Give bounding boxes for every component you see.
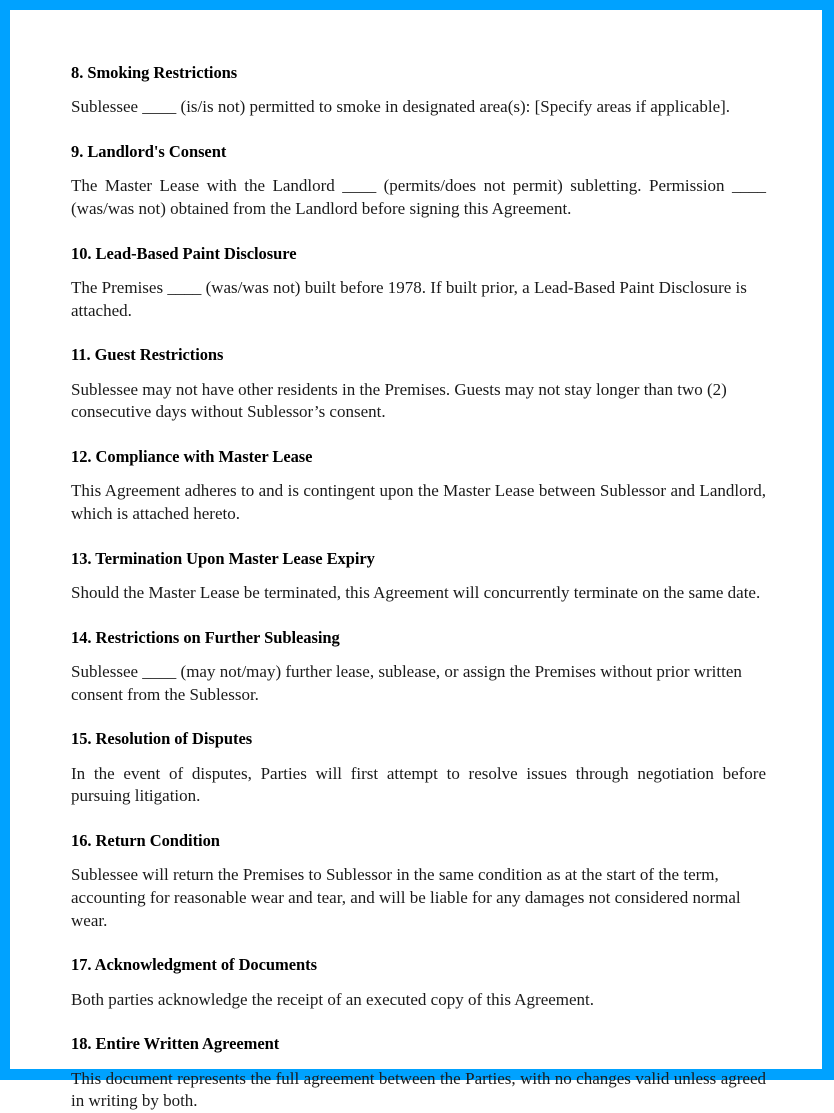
- section-17: [71, 954, 766, 1011]
- section-10: [71, 243, 766, 323]
- section-13: [71, 548, 766, 605]
- section-heading: 15. Resolution of Disputes: [71, 729, 253, 749]
- section-16: [71, 830, 766, 932]
- section-paragraph: Sublessee will return the Premises to Sublessor in the same condition as at the start of the term, accounting for reasonable wear and tear, and will be liable for any damages not considered normal wear.: [71, 865, 741, 930]
- section-heading: 18. Entire Written Agreement: [71, 1034, 280, 1054]
- section-heading: 11. Guest Restrictions: [71, 345, 224, 365]
- section-heading: 10. Lead-Based Paint Disclosure: [71, 243, 297, 263]
- section-heading: 12. Compliance with Master Lease: [71, 447, 313, 467]
- section-paragraph: Should the Master Lease be terminated, this Agreement will concurrently terminate on the same date.: [71, 583, 761, 603]
- section-heading: 14. Restrictions on Further Subleasing: [71, 627, 340, 647]
- section-12: [71, 446, 766, 526]
- section-paragraph: In the event of disputes, Parties will first attempt to resolve issues through negotiation before pursuing litigation.: [71, 763, 766, 806]
- section-paragraph: Sublessee ____ (may not/may) further lease, sublease, or assign the Premises without prior written consent from the Sublessor.: [71, 662, 742, 704]
- section-heading: 9. Landlord's Consent: [71, 142, 227, 162]
- section-8: [71, 62, 766, 119]
- section-18: [71, 1033, 766, 1113]
- section-heading: 17. Acknowledgment of Documents: [71, 955, 317, 975]
- document-page: [10, 10, 822, 1111]
- section-paragraph: Both parties acknowledge the receipt of an executed copy of this Agreement.: [71, 989, 595, 1009]
- section-paragraph: The Master Lease with the Landlord ____ (permits/does not permit) subletting. Permission ____ (was/was not) obtained from the Landlord before signing this Agreement.: [71, 176, 766, 219]
- document-content: [71, 62, 766, 1113]
- section-paragraph: Sublessee ____ (is/is not) permitted to smoke in designated area(s): [Specify areas if applicable].: [71, 97, 731, 117]
- section-heading: 13. Termination Upon Master Lease Expiry: [71, 548, 375, 568]
- section-11: [71, 344, 766, 424]
- section-paragraph: This document represents the full agreement between the Parties, with no changes valid unless agreed in writing by both.: [71, 1068, 766, 1111]
- section-14: [71, 627, 766, 707]
- section-heading: 16. Return Condition: [71, 831, 220, 851]
- section-9: [71, 141, 766, 221]
- section-heading: 8. Smoking Restrictions: [71, 63, 238, 82]
- section-paragraph: This Agreement adheres to and is contingent upon the Master Lease between Sublessor and Landlord, which is attached hereto.: [71, 481, 766, 524]
- section-15: [71, 728, 766, 808]
- section-paragraph: Sublessee may not have other residents in the Premises. Guests may not stay longer than two (2) consecutive days without Sublessor’s consent.: [71, 379, 727, 422]
- section-paragraph: The Premises ____ (was/was not) built before 1978. If built prior, a Lead-Based Paint Disclosure is attached.: [71, 278, 747, 320]
